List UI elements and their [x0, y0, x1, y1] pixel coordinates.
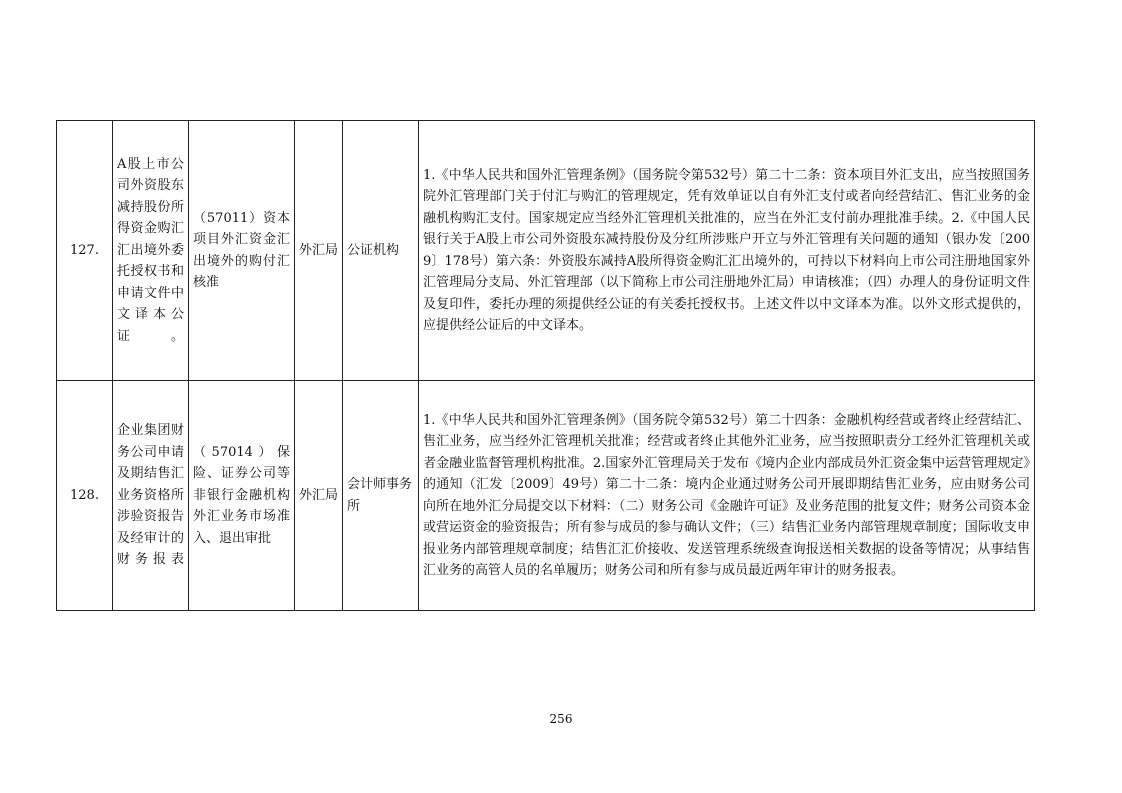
department: 外汇局	[295, 381, 343, 611]
row-number: 128.	[57, 381, 113, 611]
approval-item-name: （57014）保险、证券公司等非银行金融机构外汇业务市场准入、退出审批	[189, 381, 295, 611]
page-number: 256	[549, 712, 573, 726]
legal-basis: 1.《中华人民共和国外汇管理条例》（国务院令第532号）第二十四条：金融机构经营或者终止经营结汇、售汇业务，应当经外汇管理机关批准；经营或者终止其他外汇业务，应当按照职责分工经外汇管理机关或者金融业监督管理机构批准。2.国家外汇管理局关于发布《境内企业内部成员外汇资金集中运营管理规定》的通知（汇发〔2009〕49号）第二十二条：境内企业通过财务公司开展即期结售汇业务，应由财务公司向所在地外汇分局提交以下材料：（二）财务公司《金融许可证》及业务范围的批复文件；财务公司资本金或营运资金的验资报告；所有参与成员的参与确认文件；（三）结售汇业务内部管理规章制度；国际收支申报业务内部管理规章制度；结售汇汇价接收、发送管理系统级查询报送相关数据的设备等情况；从事结售汇业务的高管人员的名单履历；财务公司和所有参与成员最近两年审计的财务报表。	[419, 381, 1035, 611]
material-item: A股上市公司外资股东减持股份所得资金购汇汇出境外委托授权书和申请文件中文译本公证。	[113, 121, 189, 381]
row-number: 127.	[57, 121, 113, 381]
agency: 公证机构	[343, 121, 419, 381]
table-row	[57, 121, 1035, 381]
agency: 会计师事务所	[343, 381, 419, 611]
items-table	[56, 120, 1035, 611]
table-row	[57, 381, 1035, 611]
legal-basis: 1.《中华人民共和国外汇管理条例》（国务院令第532号）第二十二条：资本项目外汇支出，应当按照国务院外汇管理部门关于付汇与购汇的管理规定，凭有效单证以自有外汇支付或者向经营结汇、售汇业务的金融机构购汇支付。国家规定应当经外汇管理机关批准的，应当在外汇支付前办理批准手续。2.《中国人民银行关于A股上市公司外资股东减持股份及分红所涉账户开立与外汇管理有关问题的通知（银办发〔2009〕178号）第六条：外资股东减持A股所得资金购汇汇出境外的，可持以下材料向上市公司注册地国家外汇管理局分支局、外汇管理部（以下简称上市公司注册地外汇局）申请核准；（四）办理人的身份证明文件及复印件，委托办理的须提供经公证的有关委托授权书。上述文件以中文译本为准。以外文形式提供的，应提供经公证后的中文译本。	[419, 121, 1035, 381]
department: 外汇局	[295, 121, 343, 381]
approval-item-name: （57011）资本项目外汇资金汇出境外的购付汇核准	[189, 121, 295, 381]
material-item: 企业集团财务公司申请及期结售汇业务资格所涉验资报告及经审计的财务报表	[113, 381, 189, 611]
